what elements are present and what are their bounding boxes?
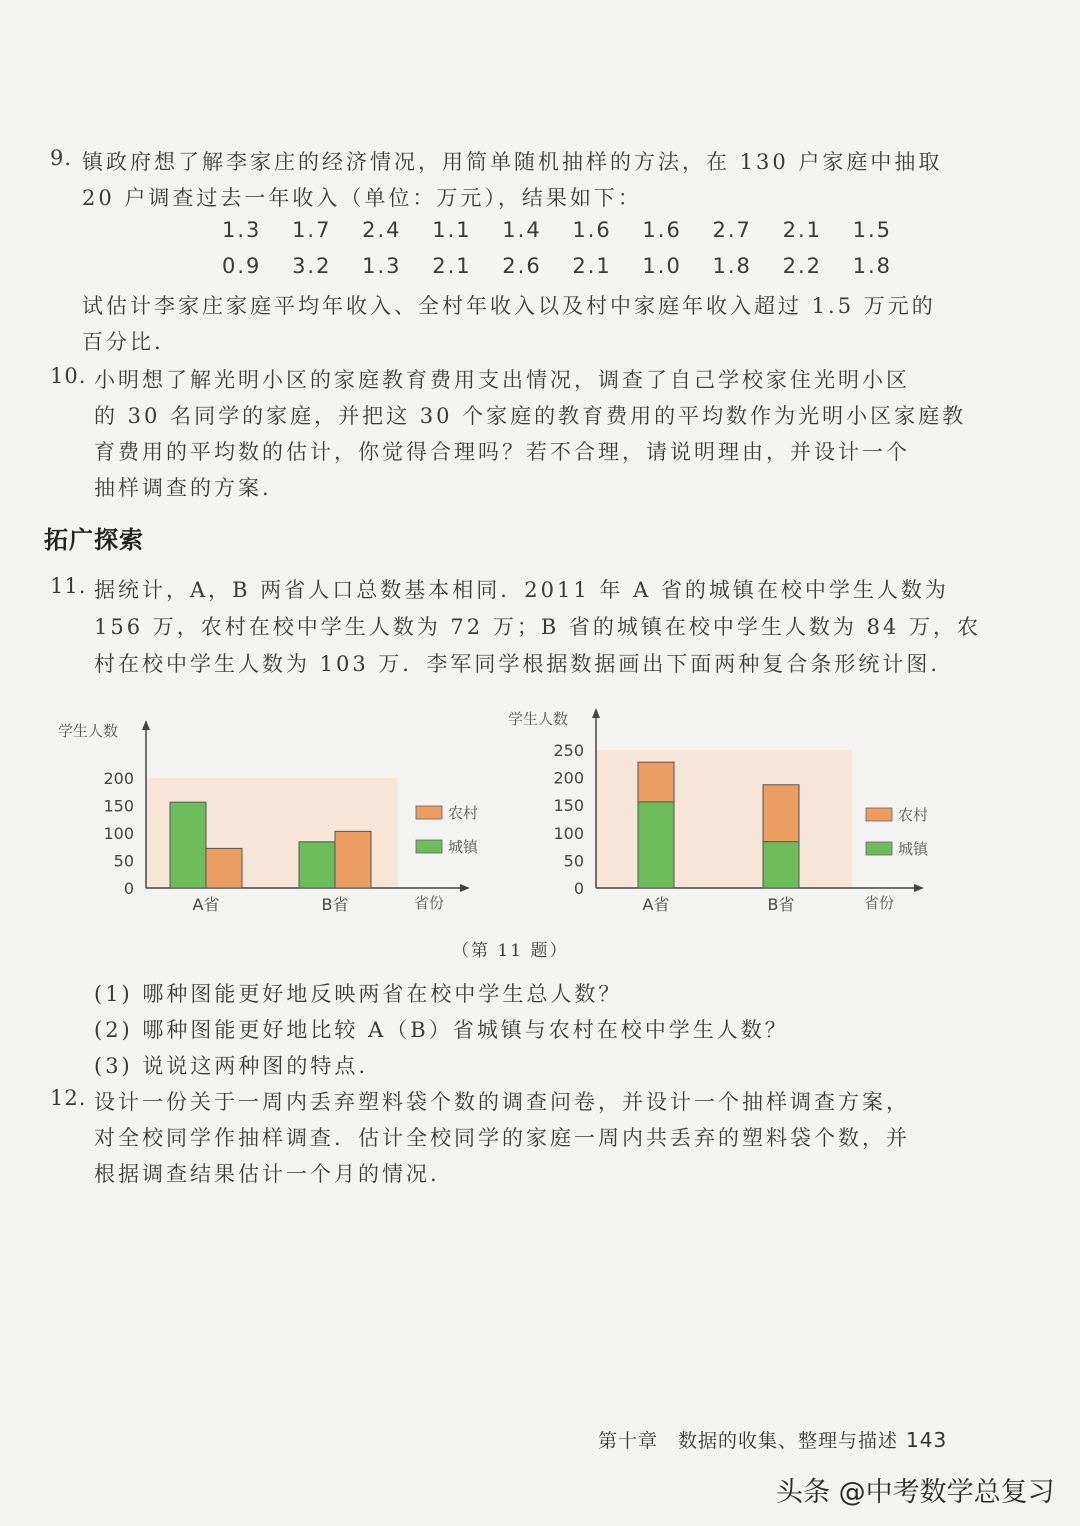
problem-9-line-4: 百分比. <box>82 330 164 354</box>
y-tick-label: 100 <box>553 823 584 843</box>
y-tick-label: 150 <box>553 796 584 816</box>
y-axis-arrow <box>142 720 150 730</box>
section-title: 拓广探索 <box>44 526 144 554</box>
legend-swatch <box>416 840 442 853</box>
problem-10-line-4: 抽样调查的方案. <box>94 476 272 500</box>
bar-rural <box>206 848 242 888</box>
y-tick-label: 200 <box>553 768 584 788</box>
problem-11-question-2: (2) 哪种图能更好地比较 A（B）省城镇与农村在校中学生人数？ <box>94 1018 789 1042</box>
problem-9-number: 9. <box>50 146 73 170</box>
problem-12-line-1: 设计一份关于一周内丢弃塑料袋个数的调查问卷，并设计一个抽样调查方案， <box>94 1090 910 1114</box>
legend-swatch <box>866 842 892 855</box>
y-axis-label: 学生人数 <box>508 710 569 728</box>
problem-10-number: 10. <box>50 364 87 388</box>
x-category-label: B省 <box>321 895 349 914</box>
page-footer <box>598 1426 947 1453</box>
x-axis-arrow <box>460 884 470 892</box>
bar-urban <box>170 802 206 888</box>
y-tick-label: 200 <box>103 769 134 788</box>
legend-swatch <box>416 806 442 819</box>
problem-12-line-2: 对全校同学作抽样调查．估计全校同学的家庭一周内共丢弃的塑料袋个数，并 <box>94 1126 910 1150</box>
stacked-bar-chart <box>500 700 940 930</box>
y-tick-label: 50 <box>113 851 134 871</box>
y-tick-label: 0 <box>123 879 134 898</box>
problem-9-data-row-1: 1.3 1.7 2.4 1.1 1.4 1.6 1.6 2.7 2.1 1.5 <box>222 218 893 242</box>
y-tick-label: 50 <box>563 851 584 871</box>
y-axis-arrow <box>592 708 600 718</box>
problem-11-question-3: (3) 说说这两种图的特点. <box>94 1054 369 1078</box>
bar-urban <box>638 802 674 888</box>
y-tick-label: 150 <box>103 796 134 816</box>
watermark: 头条 @中考数学总复习 <box>776 1477 1055 1508</box>
problem-9-data-row-2: 0.9 3.2 1.3 2.1 2.6 2.1 1.0 1.8 2.2 1.8 <box>222 254 893 278</box>
problem-11-line-3: 村在校中学生人数为 103 万．李军同学根据数据画出下面两种复合条形统计图. <box>94 652 941 676</box>
y-tick-label: 100 <box>103 824 134 843</box>
y-tick-label: 0 <box>573 879 584 898</box>
y-axis-label: 学生人数 <box>58 722 119 740</box>
bar-urban <box>299 842 335 888</box>
figure-caption: （第 11 题） <box>452 941 569 961</box>
x-category-label: A省 <box>192 895 220 914</box>
problem-10-line-2: 的 30 名同学的家庭，并把这 30 个家庭的教育费用的平均数作为光明小区家庭教 <box>94 404 967 428</box>
plot-background <box>596 750 852 888</box>
problem-9-line-1: 镇政府想了解李家庄的经济情况，用简单随机抽样的方法，在 130 户家庭中抽取 <box>82 150 943 174</box>
problem-12-number: 12. <box>50 1086 87 1110</box>
problem-9-line-3: 试估计李家庄家庭平均年收入、全村年收入以及村中家庭年收入超过 1.5 万元的 <box>82 294 936 318</box>
x-axis-label: 省份 <box>414 894 445 912</box>
x-axis-label: 省份 <box>864 894 895 912</box>
legend-swatch <box>866 808 892 821</box>
bar-urban <box>763 842 799 888</box>
legend-label: 城镇 <box>448 838 479 856</box>
x-category-label: B省 <box>767 895 795 914</box>
problem-11-line-2: 156 万，农村在校中学生人数为 72 万；B 省的城镇在校中学生人数为 84 万，农 <box>94 615 982 639</box>
problem-9-line-2: 20 户调查过去一年收入（单位：万元），结果如下： <box>82 186 642 210</box>
chapter-title: 第十章 数据的收集、整理与描述 <box>598 1430 899 1452</box>
problem-11-question-1: (1) 哪种图能更好地反映两省在校中学生总人数？ <box>94 982 623 1006</box>
x-category-label: A省 <box>642 895 670 914</box>
problem-10-line-1: 小明想了解光明小区的家庭教育费用支出情况，调查了自己学校家住光明小区 <box>94 368 910 392</box>
problem-11-line-1: 据统计，A，B 两省人口总数基本相同．2011 年 A 省的城镇在校中学生人数为 <box>94 578 949 602</box>
x-axis-arrow <box>914 884 924 892</box>
problem-11-number: 11. <box>50 574 87 598</box>
page-number: 143 <box>906 1428 948 1452</box>
legend-label: 农村 <box>448 804 479 822</box>
bar-rural <box>638 762 674 802</box>
bar-rural <box>763 785 799 842</box>
legend-label: 城镇 <box>898 840 929 858</box>
problem-10-line-3: 育费用的平均数的估计，你觉得合理吗？若不合理，请说明理由，并设计一个 <box>94 440 910 464</box>
bar-rural <box>335 831 371 888</box>
problem-12-line-3: 根据调查结果估计一个月的情况. <box>94 1162 440 1186</box>
y-tick-label: 250 <box>553 741 584 760</box>
legend-label: 农村 <box>898 806 929 824</box>
grouped-bar-chart <box>50 700 500 930</box>
